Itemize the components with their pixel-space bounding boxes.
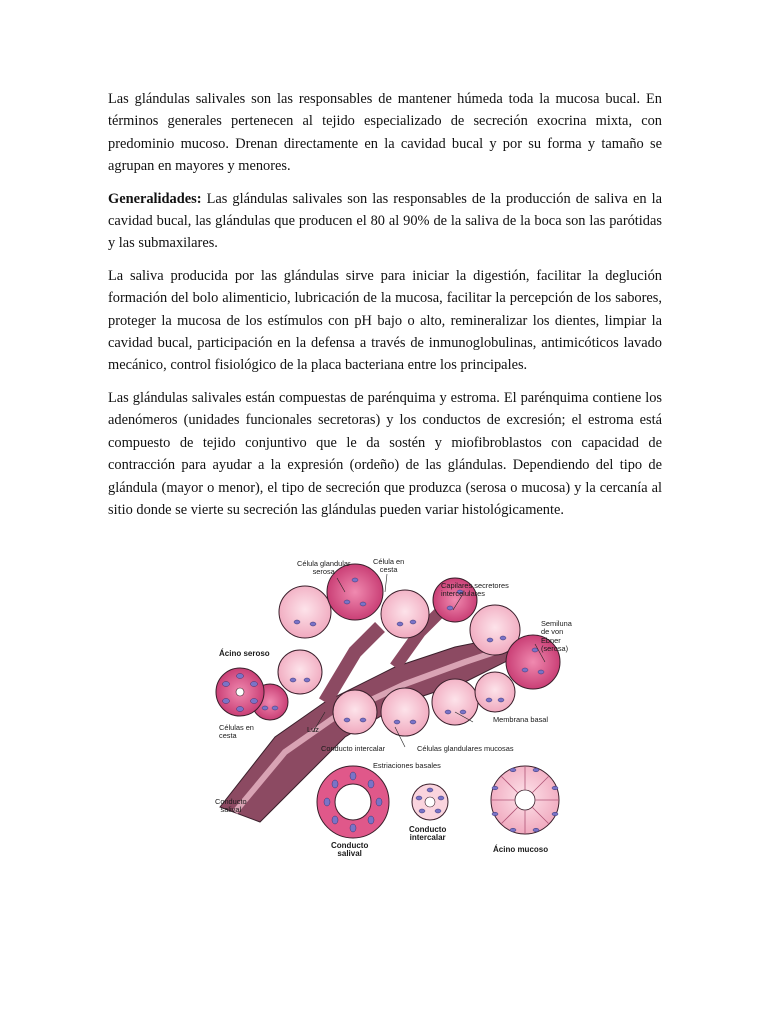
paragraph-composition: Las glándulas salivales están compuestas de parénquima y estroma. El parénquima contiene los adenómeros (unidades funcionales secretoras) y los conductos de excresión; el estroma está compuesto de tejido conjuntivo que le da sostén y miofibroblastos con capacidad de contracción para ayudar a la expresión (ordeño) de las glándulas. Dependiendo del tipo de glándula (mayor o menor), el tipo de secreción que produzca (serosa o mucosa) y la cercanía al sitio donde se vierte su secreción las glándulas pueden variar histológicamente.	[108, 389, 662, 518]
label-acino-mucoso: Ácino mucoso	[493, 845, 549, 854]
paragraph-intro: Las glándulas salivales son las responsables de mantener húmeda toda la mucosa bucal. En términos generales pertenecen al tejido especializado de secreción exocrina mixta, con predominio mucoso. Drenan directamente en la cavidad bucal y por su forma y tamaño se agrupan en mayores y menores.	[108, 91, 662, 175]
mucous-acinus-section	[491, 766, 559, 834]
label-conducto-intercalar-bottom: Conducto intercalar	[409, 825, 447, 843]
serous-acinus-diagram	[216, 668, 264, 716]
generalidades-body: Las glándulas salivales son las responsables de la producción de saliva en la cavidad bucal, las glándulas que producen el 80 al 90% de la saliva de la boca son las parótidas y las submaxilares.	[108, 190, 662, 252]
label-capilares-secretores: Capilares secretores intercelulares	[441, 581, 509, 599]
label-conducto-salival-left: Conducto salival	[215, 797, 247, 815]
label-celula-en-cesta-top: Célula en cesta	[373, 557, 405, 575]
label-conducto-intercalar: Conducto intercalar	[321, 744, 386, 753]
gland-drawing	[205, 552, 605, 872]
salivary-gland-illustration	[205, 552, 605, 872]
label-conducto-salival-bottom: Conducto salival	[331, 841, 369, 859]
label-membrana-basal: Membrana basal	[493, 715, 549, 724]
generalidades-heading: Generalidades:	[108, 190, 202, 207]
intercalar-duct-section	[412, 784, 448, 820]
document-body	[108, 88, 662, 531]
label-estriaciones-basales: Estriaciones basales	[373, 761, 441, 770]
label-semiluna-von-ebner: Semiluna de von Ebner (serosa)	[541, 619, 572, 654]
label-celulas-en-cesta-left: Células en cesta	[219, 723, 254, 741]
label-acino-seroso: Ácino seroso	[219, 649, 270, 658]
paragraph-generalidades	[108, 188, 662, 255]
paragraph-saliva-functions: La saliva producida por las glándulas sirve para iniciar la digestión, facilitar la deglución formación del bolo alimenticio, lubricación de la mucosa, facilitar la percepción de los sabores, proteger la mucosa de los estímulos con pH bajo o alto, remineralizar los dientes, limpiar la cavidad bucal, participación en la defensa a través de inmunoglobulinas, antimicóticos lavado mecánico, control fisiológico de la placa bacteriana entre los principales.	[108, 267, 662, 374]
label-celula-glandular-serosa: Célula glandular serosa	[297, 559, 351, 577]
label-celulas-mucosas: Células glandulares mucosas	[417, 744, 514, 753]
label-luz: Luz	[307, 725, 319, 734]
salivary-duct-section	[317, 766, 389, 838]
